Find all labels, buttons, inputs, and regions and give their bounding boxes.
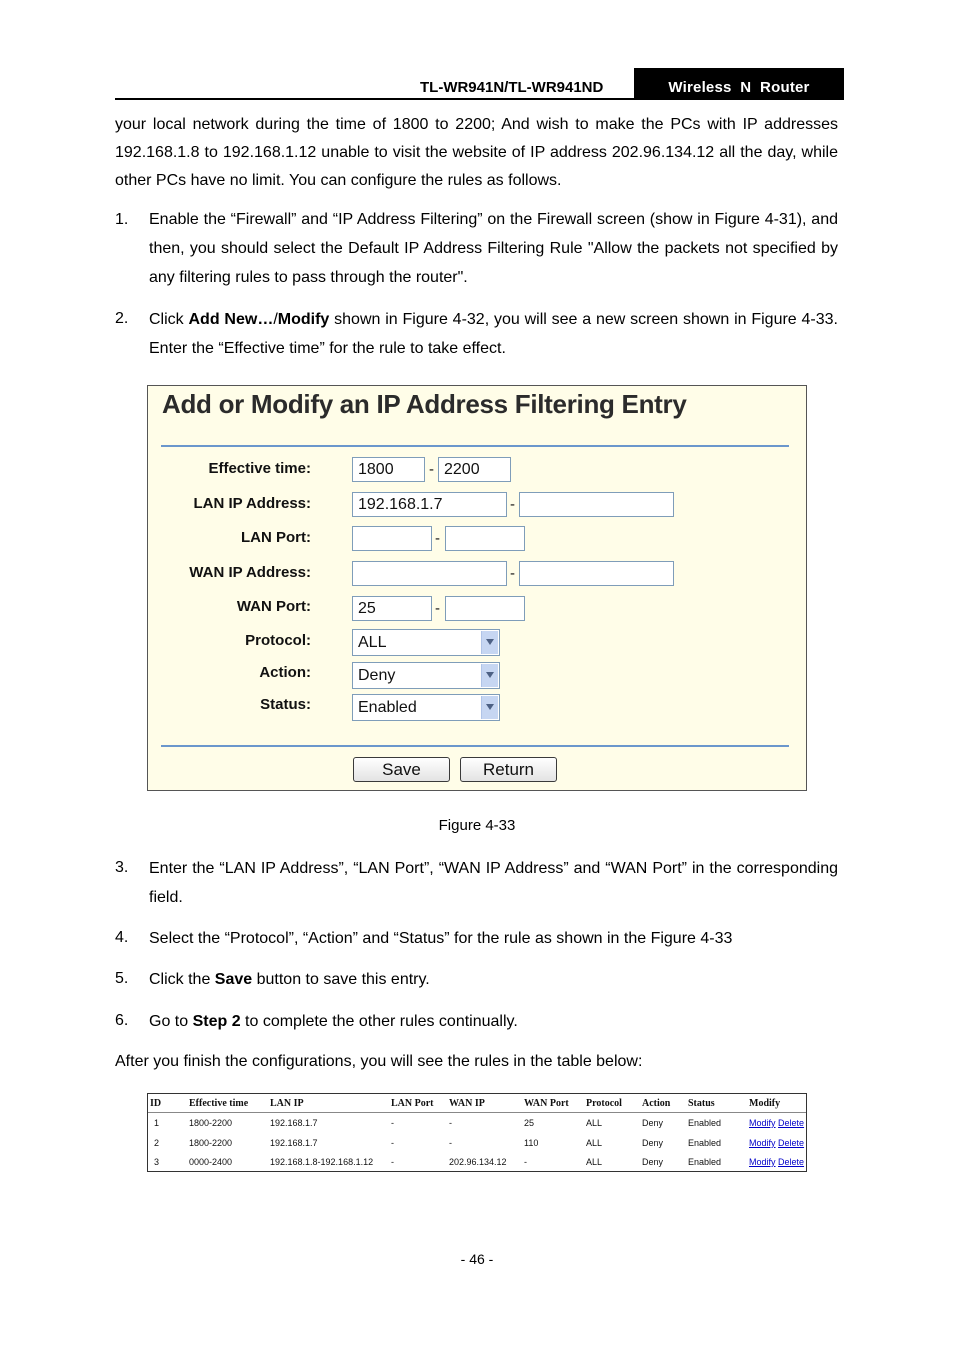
wan-ip-end-input[interactable] xyxy=(519,561,674,586)
step-number: 4. xyxy=(115,929,129,946)
chevron-down-icon[interactable] xyxy=(481,696,498,719)
header-divider xyxy=(148,1112,806,1113)
cell-effective-time: 1800-2200 xyxy=(189,1118,233,1128)
lan-port-start-input[interactable] xyxy=(352,526,432,551)
cell-wan-ip: 202.96.134.12 xyxy=(449,1157,507,1167)
wan-ip-start-input[interactable] xyxy=(352,561,507,586)
save-button[interactable]: Save xyxy=(353,757,450,782)
label-lan-port: LAN Port: xyxy=(241,529,311,546)
intro-paragraph: your local network during the time of 1800 to 2200; And wish to make the PCs with IP addresses 192.168.1.8 to 192.168.1.12 unable to visit the website of IP address 202.96.134.12 all the day, while other PCs have no limit. You can configure the rules as follows. xyxy=(115,116,838,189)
add-new-emphasis: Add New… xyxy=(188,311,274,328)
panel-divider-top xyxy=(161,445,789,447)
action-select[interactable] xyxy=(352,662,500,689)
cell-modify xyxy=(749,1138,804,1148)
chevron-down-icon[interactable] xyxy=(481,664,498,687)
modify-link[interactable]: Modify xyxy=(749,1157,776,1167)
step-number: 3. xyxy=(115,859,129,876)
delete-link[interactable]: Delete xyxy=(778,1157,805,1167)
delete-link[interactable]: Delete xyxy=(778,1138,805,1148)
page-number: - 46 - xyxy=(460,1251,494,1267)
cell-lan-port: - xyxy=(391,1118,394,1128)
modify-emphasis: Modify xyxy=(277,311,330,328)
dash: - xyxy=(510,565,515,582)
cell-modify xyxy=(749,1157,804,1167)
dash: - xyxy=(510,496,515,513)
cell-status: Enabled xyxy=(688,1157,722,1167)
cell-wan-port: 25 xyxy=(524,1118,535,1128)
dash: - xyxy=(429,461,434,478)
label-action: Action: xyxy=(259,664,311,681)
col-header-lan-port: LAN Port xyxy=(391,1098,434,1109)
lan-ip-start-input[interactable]: 192.168.1.7 xyxy=(352,492,507,517)
cell-lan-port: - xyxy=(391,1157,394,1167)
modify-link[interactable]: Modify xyxy=(749,1118,776,1128)
label-wan-port: WAN Port: xyxy=(236,598,311,615)
step-text-part: button to save this entry. xyxy=(252,971,430,988)
step-number: 6. xyxy=(115,1012,129,1029)
step-text: Enable the “Firewall” and “IP Address Filtering” on the Firewall screen (show in Figure 4-31), and then, you should select the Default IP Address Filtering Rule "Allow the packets not specified by any filtering rules to pass through the router". xyxy=(149,211,838,286)
col-header-wan-ip: WAN IP xyxy=(449,1098,485,1109)
lan-ip-end-input[interactable] xyxy=(519,492,674,517)
cell-protocol: ALL xyxy=(586,1157,603,1167)
step-text-part: / xyxy=(273,311,278,328)
lan-port-end-input[interactable] xyxy=(445,526,525,551)
col-header-status: Status xyxy=(688,1098,715,1109)
step-text xyxy=(149,965,838,994)
step-text-part: to complete the other rules continually. xyxy=(240,1013,518,1030)
step-text: Select the “Protocol”, “Action” and “Status” for the rule as shown in the Figure 4-33 xyxy=(149,930,733,947)
dash: - xyxy=(435,530,440,547)
after-paragraph: After you finish the configurations, you will see the rules in the table below: xyxy=(115,1053,643,1070)
step-number: 5. xyxy=(115,970,129,987)
wan-port-start-input[interactable]: 25 xyxy=(352,596,432,621)
rules-table xyxy=(147,1093,807,1172)
label-effective-time: Effective time: xyxy=(208,460,311,477)
cell-lan-ip: 192.168.1.8-192.168.1.12 xyxy=(270,1157,374,1167)
label-protocol: Protocol: xyxy=(245,632,311,649)
col-header-modify: Modify xyxy=(749,1098,781,1109)
cell-wan-ip: - xyxy=(449,1118,452,1128)
cell-id: 1 xyxy=(154,1118,160,1128)
step-text: Enter the “LAN IP Address”, “LAN Port”, “WAN IP Address” and “WAN Port” in the corresponding field. xyxy=(149,860,838,906)
modify-link[interactable]: Modify xyxy=(749,1138,776,1148)
cell-effective-time: 1800-2200 xyxy=(189,1138,233,1148)
panel-title: Add or Modify an IP Address Filtering Entry xyxy=(162,389,687,419)
cell-wan-port: - xyxy=(524,1157,527,1167)
step2-emphasis: Step 2 xyxy=(192,1013,241,1030)
panel-divider-bottom xyxy=(161,745,789,747)
col-header-wan-port: WAN Port xyxy=(524,1098,569,1109)
cell-status: Enabled xyxy=(688,1138,722,1148)
cell-effective-time: 0000-2400 xyxy=(189,1157,233,1167)
cell-modify xyxy=(749,1118,804,1128)
col-header-id: ID xyxy=(150,1098,162,1109)
action-value: Deny xyxy=(358,667,396,684)
header-product: Wireless N Router xyxy=(668,79,810,96)
step-text-part: shown in Figure 4-32, you will see a new screen shown in Figure 4-33. Enter the “Effective time” for the rule to take effect. xyxy=(149,311,843,357)
step-text-part: Click the xyxy=(149,971,215,988)
step-number: 2. xyxy=(115,310,129,327)
header-model: TL-WR941N/TL-WR941ND xyxy=(420,79,604,96)
cell-action: Deny xyxy=(642,1138,664,1148)
step-text xyxy=(149,1007,838,1036)
wan-port-end-input[interactable] xyxy=(445,596,525,621)
cell-status: Enabled xyxy=(688,1118,722,1128)
label-wan-ip: WAN IP Address: xyxy=(189,564,311,581)
step-text xyxy=(149,305,843,363)
cell-protocol: ALL xyxy=(586,1118,603,1128)
header-rule xyxy=(115,98,844,100)
effective-time-start-input[interactable]: 1800 xyxy=(352,457,425,482)
cell-wan-port: 110 xyxy=(524,1138,539,1148)
cell-id: 2 xyxy=(154,1138,160,1148)
cell-lan-port: - xyxy=(391,1138,394,1148)
save-emphasis: Save xyxy=(214,971,253,988)
label-lan-ip: LAN IP Address: xyxy=(193,495,311,512)
cell-wan-ip: - xyxy=(449,1138,452,1148)
col-header-effective-time: Effective time xyxy=(189,1098,249,1109)
status-value: Enabled xyxy=(358,699,417,716)
col-header-lan-ip: LAN IP xyxy=(270,1098,304,1109)
cell-lan-ip: 192.168.1.7 xyxy=(270,1138,318,1148)
step-text-part: Go to xyxy=(149,1013,193,1030)
status-select[interactable] xyxy=(352,694,500,721)
label-status: Status: xyxy=(260,696,311,713)
step-text-part: Click xyxy=(149,311,189,328)
return-button[interactable]: Return xyxy=(460,757,557,782)
cell-action: Deny xyxy=(642,1118,664,1128)
col-header-action: Action xyxy=(642,1098,671,1109)
cell-lan-ip: 192.168.1.7 xyxy=(270,1118,318,1128)
cell-protocol: ALL xyxy=(586,1138,603,1148)
figure-caption: Figure 4-33 xyxy=(438,817,516,834)
delete-link[interactable]: Delete xyxy=(778,1118,805,1128)
step-number: 1. xyxy=(115,211,129,228)
col-header-protocol: Protocol xyxy=(586,1098,622,1109)
protocol-value: ALL xyxy=(358,634,387,651)
header-product-box xyxy=(634,68,844,100)
dash: - xyxy=(435,600,440,617)
effective-time-end-input[interactable]: 2200 xyxy=(438,457,511,482)
cell-action: Deny xyxy=(642,1157,664,1167)
cell-id: 3 xyxy=(154,1157,160,1167)
ip-filter-entry-panel xyxy=(147,385,807,791)
chevron-down-icon[interactable] xyxy=(481,631,498,654)
protocol-select[interactable] xyxy=(352,629,500,656)
